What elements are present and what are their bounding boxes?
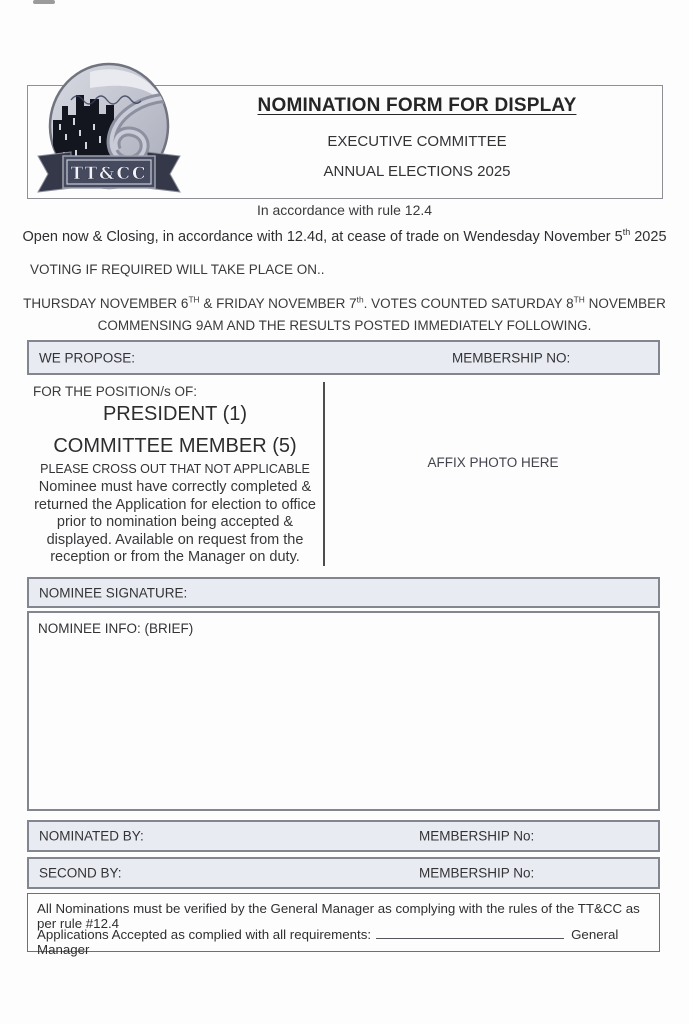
schedule-text: THURSDAY NOVEMBER 6: [23, 296, 189, 311]
position-heading: FOR THE POSITION/s OF:: [33, 384, 198, 399]
affix-photo-label: AFFIX PHOTO HERE: [427, 455, 559, 470]
superscript: th: [356, 294, 364, 305]
logo-banner-text: TT&CC: [70, 164, 148, 184]
voting-line: VOTING IF REQUIRED WILL TAKE PLACE ON..: [30, 262, 325, 277]
general-manager-label: General Manager: [37, 927, 619, 957]
schedule-line-1: [0, 296, 689, 311]
nominated-by-field: [27, 820, 660, 852]
schedule-text: & FRIDAY NOVEMBER 7: [199, 296, 357, 311]
nominee-signature-label: NOMINEE SIGNATURE:: [39, 585, 188, 600]
nominee-signature-field: [27, 577, 660, 608]
verification-box: [27, 893, 660, 957]
elections-subtitle: ANNUAL ELECTIONS 2025: [323, 163, 511, 180]
membership-no-label: MEMBERSHIP No:: [419, 865, 535, 881]
open-closing-text: Open now & Closing, in accordance with 12.4d, at cease of trade on Wendesday November 5: [22, 229, 623, 245]
position-column: [27, 403, 323, 567]
membership-no-label: MEMBERSHIP NO:: [452, 350, 571, 365]
nominee-info-field: [27, 611, 660, 811]
superscript: th: [622, 227, 631, 238]
we-propose-label: WE PROPOSE:: [39, 350, 136, 365]
verification-acceptance-row: [37, 926, 659, 957]
club-logo: [35, 58, 183, 198]
schedule-line-2: COMMENSING 9AM AND THE RESULTS POSTED IMMEDIATELY FOLLOWING.: [97, 318, 592, 333]
nominated-by-label: NOMINATED BY:: [39, 828, 144, 844]
position-president: PRESIDENT (1): [102, 403, 248, 425]
committee-subtitle: EXECUTIVE COMMITTEE: [327, 133, 507, 150]
position-committee-member: COMMITTEE MEMBER (5): [53, 435, 297, 457]
schedule-text: . VOTES COUNTED SATURDAY 8: [363, 296, 574, 311]
superscript: TH: [573, 294, 585, 305]
open-closing-year: 2025: [630, 229, 667, 245]
we-propose-field: [27, 340, 660, 375]
column-divider: [323, 382, 325, 566]
membership-no-label: MEMBERSHIP No:: [419, 828, 535, 844]
second-by-label: SECOND BY:: [39, 865, 122, 881]
rule-line: In accordance with rule 12.4: [256, 202, 433, 218]
applications-accepted-label: Applications Accepted as complied with all requirements:: [37, 927, 372, 942]
superscript: TH: [188, 294, 200, 305]
nominee-info-label: NOMINEE INFO: (BRIEF): [38, 621, 194, 636]
general-manager-signature-line: [376, 926, 564, 939]
page-title: NOMINATION FORM FOR DISPLAY: [257, 95, 577, 116]
open-closing-line: [0, 229, 689, 245]
nominee-instructions: Nominee must have correctly completed & returned the Application for election to office prior to nomination being accepted & displayed. Available on request from the reception or from the Manager on duty.: [34, 479, 316, 565]
cross-out-note: PLEASE CROSS OUT THAT NOT APPLICABLE: [40, 462, 310, 476]
verification-rule-text: All Nominations must be verified by the General Manager as complying with the rules of the TT&CC as per rule #12.4: [37, 901, 640, 931]
scan-artifact: [33, 0, 55, 4]
second-by-field: [27, 857, 660, 889]
schedule-text: NOVEMBER: [584, 296, 666, 311]
